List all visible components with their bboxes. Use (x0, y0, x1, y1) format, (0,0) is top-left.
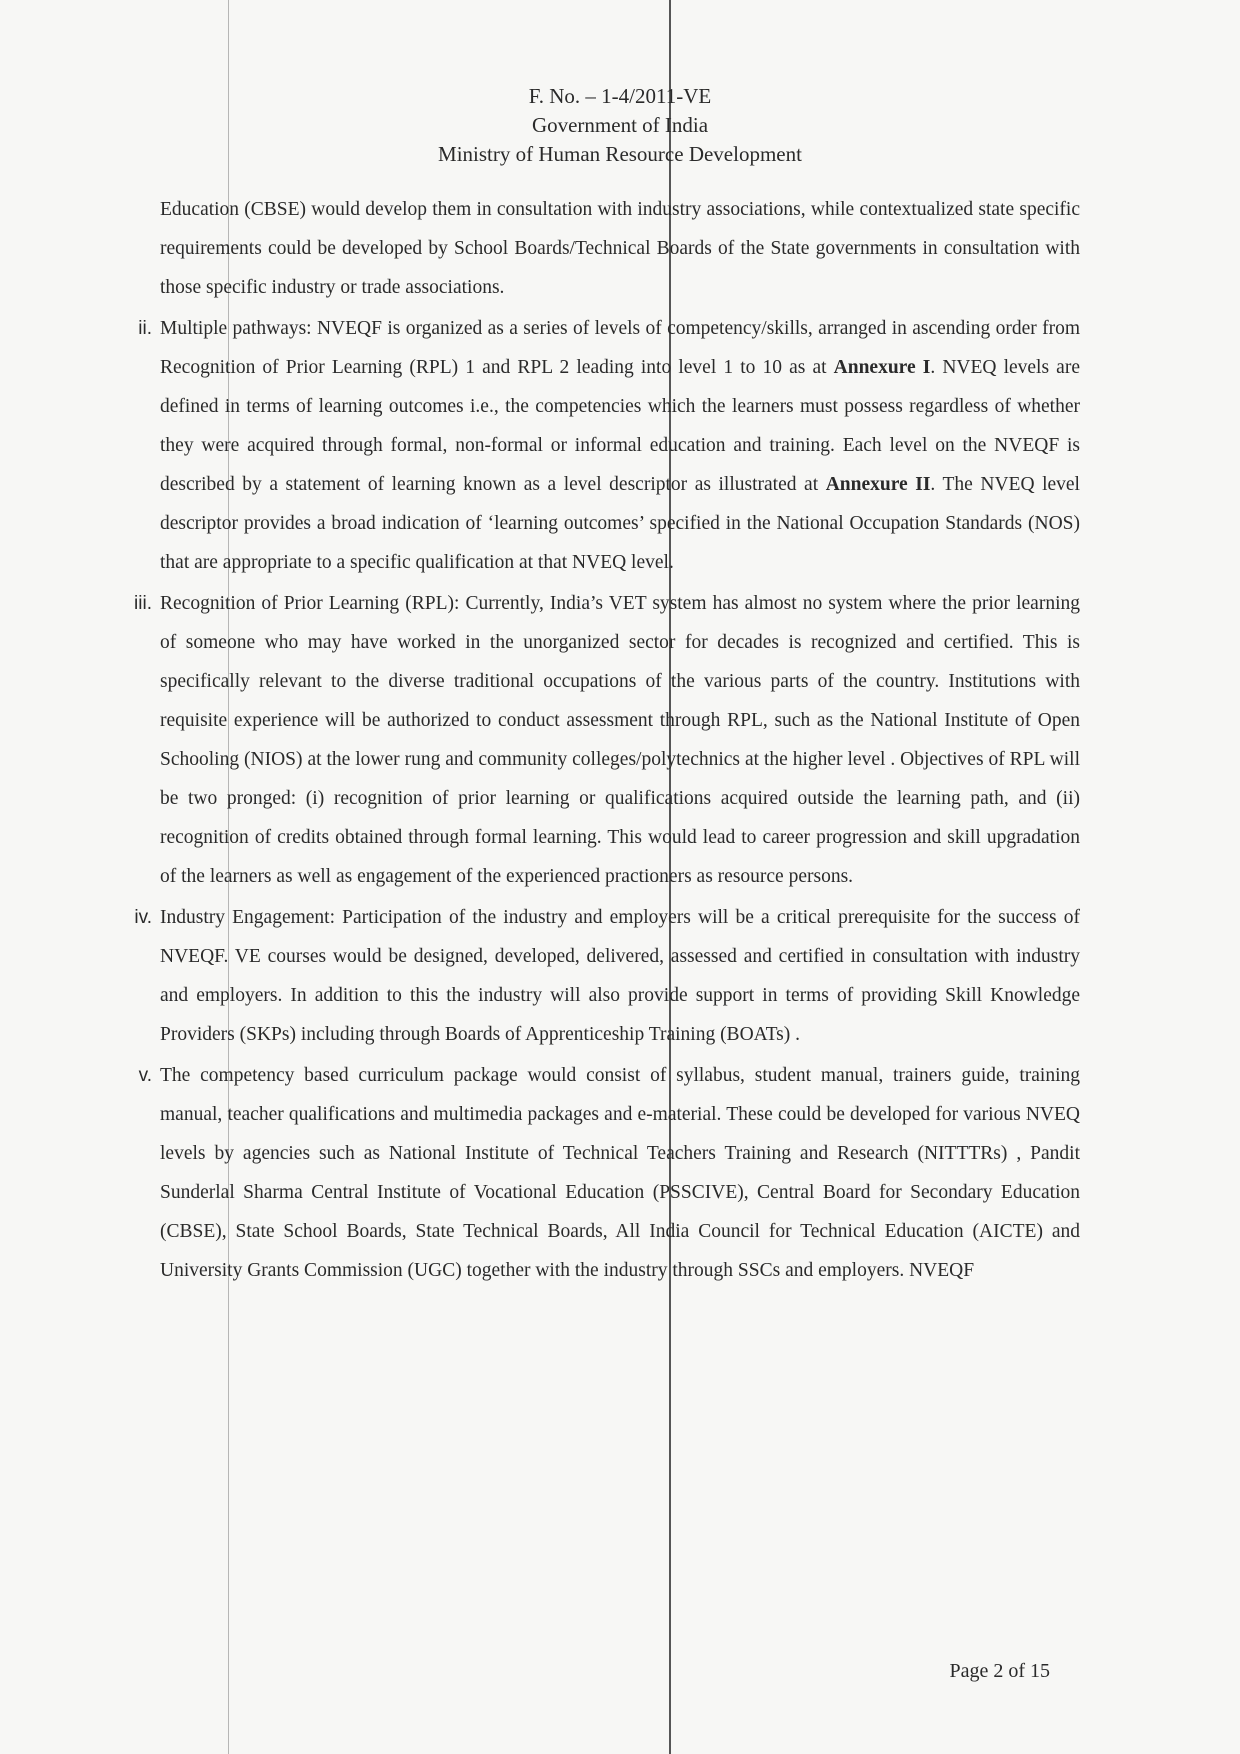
item-text-part: . NVEQ levels are defined in terms of learning outcomes i.e., the competencies which the learners must possess regardless of whether they were acquired through formal, non-formal or informal education and training. Each level on the NVEQF is described by a statement of learning known as a level descriptor as illustrated at (160, 357, 1080, 495)
list-item-iv (134, 898, 1080, 1054)
list-marker: v. (138, 1065, 152, 1086)
government-line: Government of India (531, 113, 709, 137)
list-marker: iv. (134, 907, 152, 928)
item-text: Industry Engagement: Participation of the industry and employers will be a critical prerequisite for the success of NVEQF. VE courses would be designed, developed, delivered, assessed and certified in consultation with industry and employers. In addition to this the industry will also provide support in terms of providing Skill Knowledge Providers (SKPs) including through Boards of Apprenticeship Training (BOATs) . (160, 907, 1080, 1045)
ministry-line: Ministry of Human Resource Development (438, 142, 802, 166)
list-item-ii (138, 309, 1080, 582)
document-header (0, 82, 1240, 169)
list-marker: ii. (138, 318, 152, 339)
annexure-ref: Annexure II (825, 474, 931, 495)
document-body (134, 190, 1080, 1290)
list-marker: iii. (134, 593, 152, 614)
item-text: The competency based curriculum package would consist of syllabus, student manual, trainers guide, training manual, teacher qualifications and multimedia packages and e-material. These could be developed for various NVEQ levels by agencies such as National Institute of Technical Teachers Training and Research (NITTTRs) , Pandit Sunderlal Sharma Central Institute of Vocational Education (PSSCIVE), Central Board for Secondary Education (CBSE), State School Boards, State Technical Boards, All India Council for Technical Education (AICTE) and University Grants Commission (UGC) together with the industry through SSCs and employers. NVEQF (160, 1065, 1080, 1281)
list-item-v (138, 1056, 1080, 1290)
item-text-part: . The NVEQ level descriptor provides a broad indication of ‘learning outcomes’ specified in the National Occupation Standards (NOS) that are appropriate to a specific qualification at that NVEQ level. (160, 474, 1080, 573)
file-number: F. No. – 1-4/2011-VE (528, 84, 712, 108)
item-text-part: Multiple pathways: NVEQF is organized as a series of levels of competency/skills, arranged in ascending order from Recognition of Prior Learning (RPL) 1 and RPL 2 leading into level 1 to 10 as at (160, 318, 1080, 378)
annexure-ref: Annexure I (833, 357, 931, 378)
item-text: Recognition of Prior Learning (RPL): Currently, India’s VET system has almost no system where the prior learning of someone who may have worked in the unorganized sector for decades is recognized and certified. This is specifically relevant to the diverse traditional occupations of the various parts of the country. Institutions with requisite experience will be authorized to conduct assessment through RPL, such as the National Institute of Open Schooling (NIOS) at the lower rung and community colleges/polytechnics at the higher level . Objectives of RPL will be two pronged: (i) recognition of prior learning or qualifications acquired outside the learning path, and (ii) recognition of credits obtained through formal learning. This would lead to career progression and skill upgradation of the learners as well as engagement of the experienced practioners as resource persons. (160, 593, 1080, 887)
page-number: Page 2 of 15 (949, 1660, 1050, 1682)
list-item-iii (134, 584, 1080, 896)
intro-paragraph: Education (CBSE) would develop them in consultation with industry associations, while contextualized state specific requirements could be developed by School Boards/Technical Boards of the State governments in consultation with those specific industry or trade associations. (160, 199, 1080, 298)
